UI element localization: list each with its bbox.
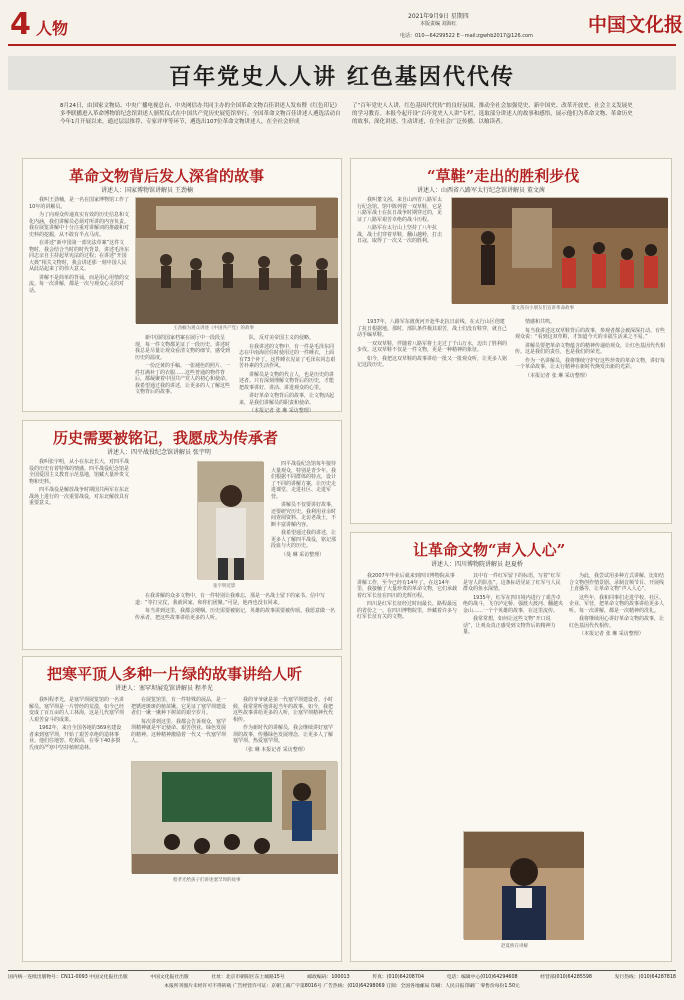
footer-item: 国内统一连续出版物号：CN11-0093 中国文化报社出版 (8, 975, 128, 980)
article-1-col-3: 队，反对美帝国主义的侵略。 在我讲述的文物中，有一件是毛泽东同志在中南海居住时使用过的一件睡衣，上面有73个补丁。这件睡衣见证了毛泽东同志艰苦朴素的生活作风。 讲解员是文物的代言人，也是历史的讲述者。只有深刻理解文物背后的历史，才能把故事讲好、讲活、讲进观众的心里。 讲好革命文物背后的故事，让文物活起来，是我们讲解员的职责和使命。 （本报记者 张 琳 采访整理） (239, 335, 336, 414)
portrait-image (198, 462, 264, 580)
article-5-caption: 赵夏桥在讲解 (501, 944, 528, 949)
article-3-title: 历史需要被铭记，我愿成为传承者 (53, 429, 279, 447)
issue-date: 2021年9月9日 星期四 (408, 13, 469, 20)
article-5 (350, 532, 672, 962)
article-2 (350, 158, 672, 524)
article-4-caption: 程孝光给孩子们讲述塞罕坝的故事 (173, 878, 241, 883)
exhibition-hall-image (136, 198, 338, 324)
intro-right: 了“百年党史人人讲，红色基因代代传”的良好氛围，推动全社会加强党史、新中国史、改革开放史、社会主义发展史的学习教育。本报今起开设“百年党史人人讲”专栏，选取部分讲述人的故事和感悟，展示他们为革命文物、革命历史的故事，深化讲述、生动讲述，在全社会广泛传播，以飨读者。 (352, 103, 633, 125)
article-4-title: 把寒平顶人多种一片绿的故事讲给人听 (47, 665, 303, 683)
docent-portrait-image (464, 832, 584, 940)
header-rule (8, 44, 676, 46)
article-2-title: “草鞋”走出的胜利步伐 (427, 167, 580, 185)
article-3-col-2: 在我讲解的众多文物中，有一件特别让我难忘，那是一名战士留下的家书。信中写道：“等打完仗，我就回家，和你们团聚。”可是，他再也没有回来。 每当讲到这里，我都会哽咽。历史需要被铭记，英雄的故事需要被传颂。我愿意做一名传承者，把这些故事讲给更多的人听。 (135, 593, 336, 621)
article-2-col-1: 我叫董文茜，来自山西省八路军太行纪念馆。馆中陈列着一双草鞋，它是八路军战士在抗日战争时期穿过的，见证了八路军艰苦卓绝的战斗历程。 八路军在太行山上坚持了八年抗战，战士们穿着草鞋，翻山越岭，打击日寇，取得了一次又一次的胜利。 (357, 197, 443, 244)
article-3-byline: 讲述人：四平战役纪念馆讲解员 张宇明 (107, 449, 211, 456)
article-2-photo (451, 197, 667, 303)
article-4-col-1: 我叫程孝光，是塞罕坝展览馆的一名讲解员。塞罕坝是一片曾经的荒漠，如今已经变成了百万亩的人工林海，这是几代塞罕坝人艰苦奋斗的成果。 1962年，来自全国各地的369名建设者来到塞罕坝，开始了艰苦卓绝的造林事业。他们住地窖、吃莜面，在零下40多摄氏度的严寒中坚持植树造林。 (29, 697, 125, 751)
article-1 (22, 158, 342, 412)
article-2-byline: 讲述人：山西省八路军太行纪念馆讲解员 董文茜 (417, 187, 545, 194)
children-museum-image (452, 198, 668, 304)
article-4 (22, 656, 342, 962)
article-2-col-3: 情感和共鸣。 每当我讲述这双草鞋背后的故事，参观者都会被深深打动。有些观众说：“看到这双草鞋，才知道今天的幸福生活来之不易。” 讲解员要把革命文物蕴含的精神传递给观众，让红色基因代代相传。这是我们的责任，也是我们的荣光。 作为一名讲解员，我将继续守护好这些珍贵的革命文物，讲好每一个革命故事，让太行精神在新时代焕发出新的光彩。 （本报记者 张 琳 采访整理） (515, 319, 666, 379)
footer-item: 邮政编码：100013 (307, 975, 350, 980)
article-5-col-2: 其中有一件红军留下的标语，写着“红军是穷人的队伍”。这条标语见证了红军与人民群众的鱼水深情。 1935年，红军在四川境内进行了艰苦卓绝的战斗，飞夺泸定桥、强渡大渡河、翻越夹金山……一个个英雄的故事，在这里流传。 我常常想，如何让这些文物“开口说话”，让观众真正感受到文物背后的精神力量。 (463, 573, 564, 635)
section-label: 人物 (36, 19, 69, 38)
contact-line: 电话：010—64299522 E－mail:zgwhb2017@126.com (400, 33, 533, 39)
article-1-caption: 王劲楠为观众讲述《中国共产党》的故事 (173, 326, 254, 331)
banner-title: 百年党史人人讲 红色基因代代传 (169, 64, 515, 90)
footer-item: 经营部(010)64285598 (540, 975, 592, 980)
article-1-col-1: 我叫王劲楠，是一名在国家博物馆工作了10年的讲解员。 为了向观众传递真实有效的历史信息和文化内涵，我们讲解员必须对所讲的内容负责。我在展览讲解中十分注重对讲解词的推敲和对史料的挖掘，从不敢有半点马虎。 在讲述“新中国第一部宪法草案”这件文物时，我会结合当时的时代背景，讲述毛泽东同志亲自主持起草宪法的过程；在讲述“开国大典”相关文物时，我会讲述那一刻中国人民从此站起来了的伟大意义。 讲解不是简单的背诵，而是用心用情的交流。每一次讲解，都是一次与观众心灵的对话。 (29, 197, 130, 294)
masthead-logo: 中国文化报 (588, 14, 684, 36)
editors-line: 本版责编 刘海红 (420, 21, 457, 27)
article-2-col-2: 1937年，八路军东渡黄河开赴华北抗日前线，在太行山区创建了抗日根据地。那时，部队条件极其艰苦，战士们没有鞋穿，就自己动手编草鞋。 一双双草鞋，伴随着八路军将士走过了千山万水，迈出了胜利的步伐。这双草鞋不仅是一件文物，更是一种精神的象征。 如今，我把这双草鞋的故事讲给一批又一批观众听，让更多人铭记这段历史。 (357, 319, 508, 368)
article-1-col-2: 新中国的国家档案在展厅中一段段呈现，每一件文物都见证了一段历史。讲述时我总是尽量让观众看清文物的细节，感受到历史的温度。 一份泛黄的手稿、一张褪色的照片、一件打满补丁的衣服……这些普通的物件背后，都凝聚着中国共产党人的初心和使命。我希望通过我的讲述，让更多的人了解这些文物背后的故事。 (135, 335, 231, 395)
article-5-col-3: 为此，我尝试用多种方式讲解，比如结合文物创作情景剧、录制音频节目、开展线上直播等，让革命文物“声入人心”。 这些年，我和同事们走进学校、社区、企业、军营，把革命文物的故事讲给更多人听。每一次讲解，都是一次精神的洗礼。 我将继续用心讲好革命文物的故事，让红色基因代代相传。 （本报记者 张 琳 采访整理） (569, 573, 665, 637)
article-2-caption: 董文茜向小朋友们宣讲革命故事 (511, 306, 574, 311)
article-3-col-3: 四平战役纪念馆每年接待大量观众，特别是青少年。我们根据不同群体的特点，设计了不同的讲解方案，让历史走进课堂、走进社区、走进军营。 讲解员不仅要讲好故事，还要研究历史。我利用业余时间查阅资料、走访老战士，不断丰富讲解内容。 我希望通过我的讲述，让更多人了解四平战役，铭记那段血与火的历史。 （曼 琳 采访整理） (271, 461, 337, 558)
page-number: 4 (10, 7, 31, 42)
article-1-byline: 讲述人：国家博物馆讲解员 王劲楠 (101, 187, 193, 194)
footer-line-2: 本报所刊图片未经许可不得转载 广告经营许可证：京朝工商广字第8016号 广告热线：(010)64298069 订阅：全国各地邮局 印刷：人民日报印刷厂 零售价每份1.50元 (164, 984, 520, 989)
article-5-byline: 讲述人：四川博物院讲解员 赵夏桥 (431, 561, 523, 568)
footer-item: 电话：编辑中心(010)64294608 (446, 975, 518, 980)
footer-rule (8, 970, 676, 971)
footer-item: 发行热线：(010)64287818 (614, 975, 676, 980)
article-5-col-1: 我2007年毕业后就来到四川博物院从事讲解工作，至今已经有14年了。在这14年里，我接触了大量珍贵的革命文物，它们承载着红军长征在四川的光辉历程。 四川是红军长征经过时间最长、路程最远的省份之一。在四川博物院里，珍藏着许多与红军长征有关的文物。 (357, 573, 458, 620)
footer-item: 传真：(010)64208704 (372, 975, 425, 980)
footer-item: 社址：北京市朝阳区东土城路15号 (211, 975, 285, 980)
classroom-image (132, 762, 338, 874)
footer-item: 中国文化报社出版 (150, 975, 189, 980)
article-3-col-1: 我叫张宇明，从小在东北长大，对四平战役的历史有着特殊的情感。四平战役纪念馆是全国爱国主义教育示范基地，馆藏大量珍贵文物和史料。 四平战役是解放战争时期国共两军在东北战场上进行的一次重要战役，对东北解放具有重要意义。 (29, 459, 130, 506)
article-3 (22, 420, 342, 650)
article-5-photo (463, 831, 583, 939)
article-3-caption: 张宇明近影 (213, 584, 236, 589)
article-4-photo (131, 761, 337, 873)
article-4-byline: 讲述人：塞罕坝展览馆讲解员 程孝光 (115, 685, 213, 692)
article-4-col-3: 我的爷爷就是第一代塞罕坝建设者。小时候，我常常听他讲起当年的故事。如今，我把这些故事讲给更多的人听，让塞罕坝精神代代相传。 作为新时代的讲解员，我会继续讲好塞罕坝的故事，传播绿色发展理念，让更多人了解塞罕坝、热爱塞罕坝。 （张 琳 本报记者 采访整理） (233, 697, 334, 753)
article-1-photo (135, 197, 337, 323)
intro-left: 8月24日，由国家文物局、中央广播电视总台、中央网信办共同主办的全国革命文物百佳讲述人发布暨《红色印记》多季联播进入革命博物馆纪念馆讲述人颁奖仪式在中国共产党历史展览馆举行。全国革命文物百佳讲述人遴选活动自今年1月开展以来，通过层层推荐、专家评审等环节，遴选出107位革命文物讲述人，在全社会形成 (60, 103, 341, 125)
article-3-photo (197, 461, 263, 579)
article-1-title: 革命文物背后发人深省的故事 (69, 167, 265, 185)
article-4-col-2: 在展览馆里，有一件特殊的展品，是一把锈迹斑斑的植苗锹。它见证了塞罕坝建设者们一锹一锹种下树苗的艰辛岁月。 每次讲到这里，我都会告诉观众，塞罕坝精神就是牢记使命、艰苦创业、绿色发展的精神。这种精神激励着一代又一代塞罕坝人。 (131, 697, 227, 744)
footer-line-1 (8, 973, 676, 980)
article-5-title: 让革命文物“声入人心” (413, 541, 566, 559)
